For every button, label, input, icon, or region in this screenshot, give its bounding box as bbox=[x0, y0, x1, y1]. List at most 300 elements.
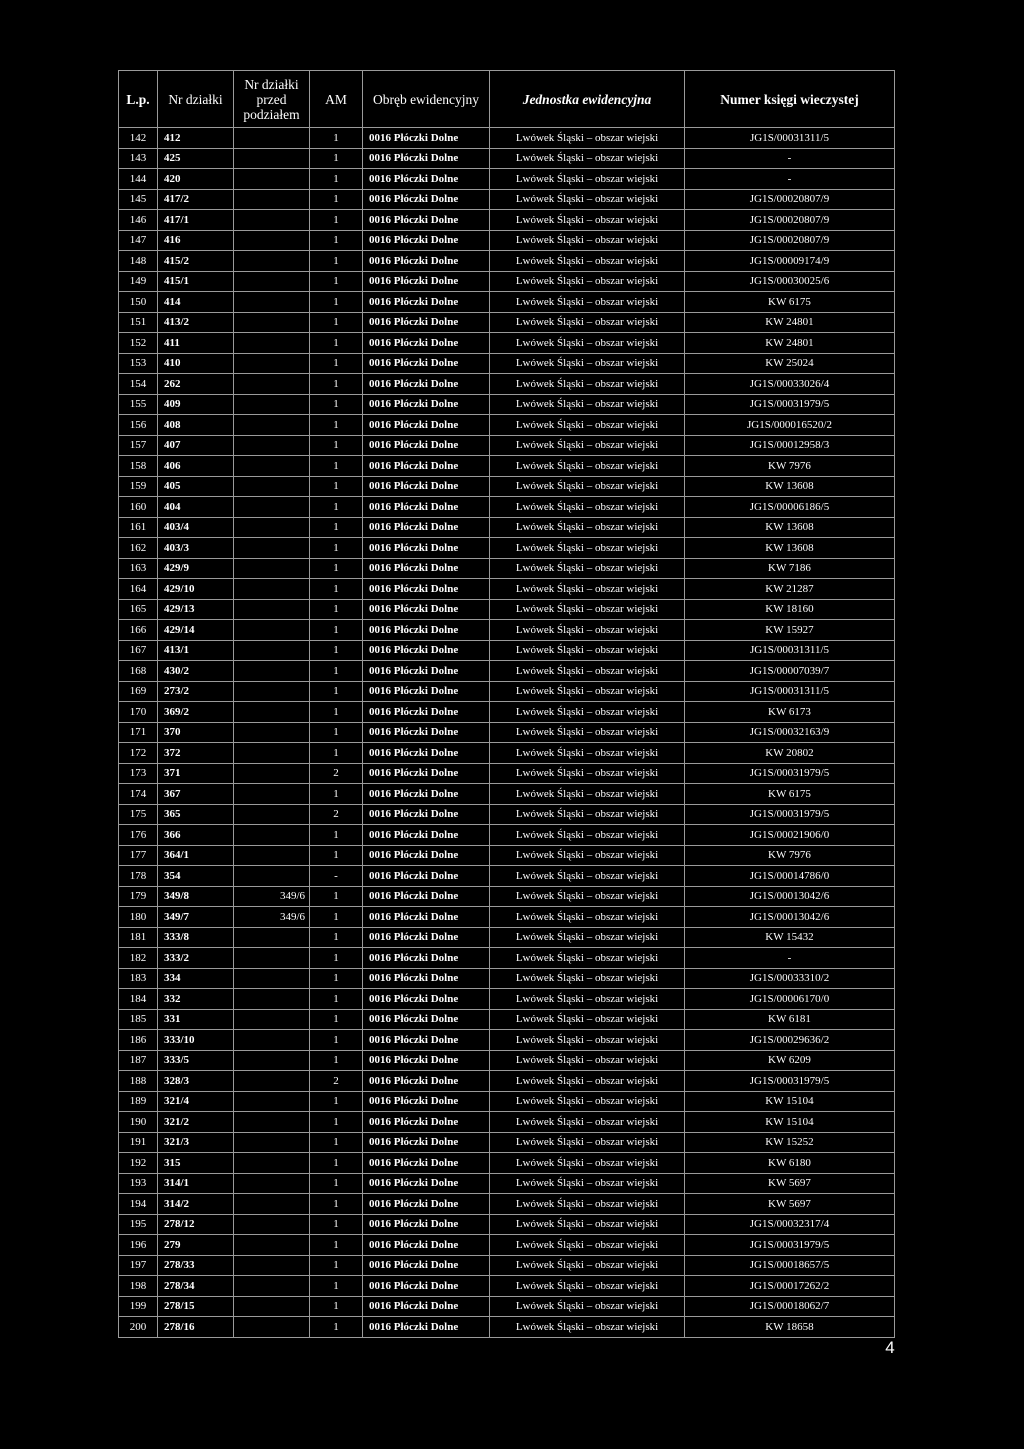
cell-parcel-number-before-split bbox=[234, 251, 310, 272]
cell-parcel-number: 262 bbox=[158, 374, 234, 395]
table-row bbox=[119, 722, 895, 743]
cell-land-register-number: JG1S/00013042/6 bbox=[685, 886, 895, 907]
cell-parcel-number-before-split bbox=[234, 353, 310, 374]
cell-parcel-number: 406 bbox=[158, 456, 234, 477]
cell-map-sheet: 1 bbox=[310, 989, 363, 1010]
cell-land-register-number: JG1S/00031979/5 bbox=[685, 394, 895, 415]
table-row bbox=[119, 312, 895, 333]
cell-parcel-number: 332 bbox=[158, 989, 234, 1010]
table-row bbox=[119, 189, 895, 210]
cell-precinct: 0016 Płóczki Dolne bbox=[363, 210, 490, 231]
cell-lp: 170 bbox=[119, 702, 158, 723]
cell-parcel-number-before-split bbox=[234, 1009, 310, 1030]
cell-parcel-number-before-split bbox=[234, 210, 310, 231]
cell-precinct: 0016 Płóczki Dolne bbox=[363, 558, 490, 579]
cell-map-sheet: 1 bbox=[310, 148, 363, 169]
cell-lp: 153 bbox=[119, 353, 158, 374]
cell-precinct: 0016 Płóczki Dolne bbox=[363, 681, 490, 702]
cell-lp: 188 bbox=[119, 1071, 158, 1092]
cell-land-register-number: KW 6181 bbox=[685, 1009, 895, 1030]
cell-registration-unit: Lwówek Śląski – obszar wiejski bbox=[490, 661, 685, 682]
cell-lp: 167 bbox=[119, 640, 158, 661]
table-row bbox=[119, 1030, 895, 1051]
cell-precinct: 0016 Płóczki Dolne bbox=[363, 476, 490, 497]
cell-parcel-number: 430/2 bbox=[158, 661, 234, 682]
cell-parcel-number-before-split bbox=[234, 128, 310, 149]
cell-registration-unit: Lwówek Śląski – obszar wiejski bbox=[490, 374, 685, 395]
table-row bbox=[119, 271, 895, 292]
cell-parcel-number-before-split bbox=[234, 1255, 310, 1276]
cell-lp: 194 bbox=[119, 1194, 158, 1215]
cell-parcel-number-before-split bbox=[234, 558, 310, 579]
cell-land-register-number: JG1S/00012958/3 bbox=[685, 435, 895, 456]
cell-parcel-number: 407 bbox=[158, 435, 234, 456]
cell-map-sheet: 1 bbox=[310, 1214, 363, 1235]
cell-map-sheet: 1 bbox=[310, 435, 363, 456]
cell-land-register-number: JG1S/00018062/7 bbox=[685, 1296, 895, 1317]
table-row bbox=[119, 1276, 895, 1297]
cell-map-sheet: 1 bbox=[310, 845, 363, 866]
cell-map-sheet: 1 bbox=[310, 292, 363, 313]
cell-map-sheet: 1 bbox=[310, 456, 363, 477]
cell-map-sheet: 1 bbox=[310, 1235, 363, 1256]
cell-lp: 162 bbox=[119, 538, 158, 559]
cell-map-sheet: 1 bbox=[310, 374, 363, 395]
cell-parcel-number-before-split bbox=[234, 333, 310, 354]
cell-lp: 190 bbox=[119, 1112, 158, 1133]
table-row bbox=[119, 948, 895, 969]
cell-precinct: 0016 Płóczki Dolne bbox=[363, 640, 490, 661]
cell-map-sheet: 1 bbox=[310, 1030, 363, 1051]
cell-registration-unit: Lwówek Śląski – obszar wiejski bbox=[490, 353, 685, 374]
table-row bbox=[119, 476, 895, 497]
header-precinct: Obręb ewidencyjny bbox=[363, 71, 490, 128]
cell-map-sheet: 1 bbox=[310, 907, 363, 928]
table-row bbox=[119, 1255, 895, 1276]
cell-registration-unit: Lwówek Śląski – obszar wiejski bbox=[490, 1214, 685, 1235]
table-row bbox=[119, 661, 895, 682]
cell-registration-unit: Lwówek Śląski – obszar wiejski bbox=[490, 927, 685, 948]
table-row bbox=[119, 907, 895, 928]
cell-map-sheet: 1 bbox=[310, 394, 363, 415]
cell-lp: 183 bbox=[119, 968, 158, 989]
cell-registration-unit: Lwówek Śląski – obszar wiejski bbox=[490, 435, 685, 456]
cell-lp: 179 bbox=[119, 886, 158, 907]
cell-registration-unit: Lwówek Śląski – obszar wiejski bbox=[490, 415, 685, 436]
cell-land-register-number: KW 18658 bbox=[685, 1317, 895, 1338]
cell-registration-unit: Lwówek Śląski – obszar wiejski bbox=[490, 845, 685, 866]
cell-registration-unit: Lwówek Śląski – obszar wiejski bbox=[490, 579, 685, 600]
cell-registration-unit: Lwówek Śląski – obszar wiejski bbox=[490, 1071, 685, 1092]
cell-parcel-number-before-split bbox=[234, 620, 310, 641]
cell-parcel-number-before-split bbox=[234, 1050, 310, 1071]
cell-parcel-number: 417/1 bbox=[158, 210, 234, 231]
cell-parcel-number-before-split bbox=[234, 1235, 310, 1256]
cell-lp: 145 bbox=[119, 189, 158, 210]
cell-parcel-number-before-split bbox=[234, 948, 310, 969]
cell-lp: 146 bbox=[119, 210, 158, 231]
cell-land-register-number: JG1S/000016520/2 bbox=[685, 415, 895, 436]
cell-precinct: 0016 Płóczki Dolne bbox=[363, 1194, 490, 1215]
cell-lp: 176 bbox=[119, 825, 158, 846]
cell-land-register-number: JG1S/00013042/6 bbox=[685, 907, 895, 928]
cell-registration-unit: Lwówek Śląski – obszar wiejski bbox=[490, 148, 685, 169]
cell-registration-unit: Lwówek Śląski – obszar wiejski bbox=[490, 1153, 685, 1174]
cell-land-register-number: KW 7976 bbox=[685, 845, 895, 866]
cell-parcel-number-before-split bbox=[234, 579, 310, 600]
cell-parcel-number-before-split bbox=[234, 476, 310, 497]
cell-parcel-number: 411 bbox=[158, 333, 234, 354]
cell-registration-unit: Lwówek Śląski – obszar wiejski bbox=[490, 886, 685, 907]
cell-parcel-number-before-split bbox=[234, 702, 310, 723]
cell-land-register-number: JG1S/00020807/9 bbox=[685, 210, 895, 231]
cell-precinct: 0016 Płóczki Dolne bbox=[363, 845, 490, 866]
cell-land-register-number: KW 24801 bbox=[685, 312, 895, 333]
cell-parcel-number: 279 bbox=[158, 1235, 234, 1256]
cell-precinct: 0016 Płóczki Dolne bbox=[363, 968, 490, 989]
cell-map-sheet: 1 bbox=[310, 1276, 363, 1297]
cell-lp: 197 bbox=[119, 1255, 158, 1276]
table-row bbox=[119, 538, 895, 559]
cell-map-sheet: 1 bbox=[310, 558, 363, 579]
cell-land-register-number: JG1S/00014786/0 bbox=[685, 866, 895, 887]
cell-registration-unit: Lwówek Śląski – obszar wiejski bbox=[490, 743, 685, 764]
cell-registration-unit: Lwówek Śląski – obszar wiejski bbox=[490, 640, 685, 661]
table-row bbox=[119, 989, 895, 1010]
cell-lp: 186 bbox=[119, 1030, 158, 1051]
cell-lp: 160 bbox=[119, 497, 158, 518]
cell-lp: 172 bbox=[119, 743, 158, 764]
cell-land-register-number: KW 20802 bbox=[685, 743, 895, 764]
table-row bbox=[119, 1050, 895, 1071]
cell-land-register-number: JG1S/00032317/4 bbox=[685, 1214, 895, 1235]
cell-parcel-number: 349/8 bbox=[158, 886, 234, 907]
cell-precinct: 0016 Płóczki Dolne bbox=[363, 599, 490, 620]
cell-precinct: 0016 Płóczki Dolne bbox=[363, 702, 490, 723]
cell-lp: 147 bbox=[119, 230, 158, 251]
cell-parcel-number: 414 bbox=[158, 292, 234, 313]
cell-land-register-number: KW 15104 bbox=[685, 1112, 895, 1133]
cell-precinct: 0016 Płóczki Dolne bbox=[363, 1112, 490, 1133]
cell-land-register-number: JG1S/00007039/7 bbox=[685, 661, 895, 682]
cell-parcel-number-before-split bbox=[234, 456, 310, 477]
cell-registration-unit: Lwówek Śląski – obszar wiejski bbox=[490, 1194, 685, 1215]
cell-registration-unit: Lwówek Śląski – obszar wiejski bbox=[490, 1255, 685, 1276]
table-row bbox=[119, 1194, 895, 1215]
cell-precinct: 0016 Płóczki Dolne bbox=[363, 784, 490, 805]
cell-map-sheet: 2 bbox=[310, 763, 363, 784]
cell-registration-unit: Lwówek Śląski – obszar wiejski bbox=[490, 169, 685, 190]
cell-registration-unit: Lwówek Śląski – obszar wiejski bbox=[490, 251, 685, 272]
cell-parcel-number-before-split bbox=[234, 148, 310, 169]
cell-parcel-number: 333/5 bbox=[158, 1050, 234, 1071]
cell-parcel-number-before-split bbox=[234, 1112, 310, 1133]
cell-map-sheet: 2 bbox=[310, 1071, 363, 1092]
cell-parcel-number-before-split bbox=[234, 743, 310, 764]
cell-precinct: 0016 Płóczki Dolne bbox=[363, 128, 490, 149]
cell-map-sheet: 1 bbox=[310, 968, 363, 989]
cell-map-sheet: 1 bbox=[310, 681, 363, 702]
cell-lp: 165 bbox=[119, 599, 158, 620]
cell-lp: 196 bbox=[119, 1235, 158, 1256]
cell-parcel-number: 315 bbox=[158, 1153, 234, 1174]
table-row bbox=[119, 435, 895, 456]
cell-parcel-number-before-split bbox=[234, 1132, 310, 1153]
cell-precinct: 0016 Płóczki Dolne bbox=[363, 189, 490, 210]
cell-registration-unit: Lwówek Śląski – obszar wiejski bbox=[490, 1173, 685, 1194]
cell-precinct: 0016 Płóczki Dolne bbox=[363, 763, 490, 784]
cell-lp: 142 bbox=[119, 128, 158, 149]
table-row bbox=[119, 210, 895, 231]
cell-registration-unit: Lwówek Śląski – obszar wiejski bbox=[490, 1235, 685, 1256]
table-row bbox=[119, 804, 895, 825]
cell-registration-unit: Lwówek Śląski – obszar wiejski bbox=[490, 989, 685, 1010]
cell-land-register-number: JG1S/00031311/5 bbox=[685, 640, 895, 661]
cell-map-sheet: 1 bbox=[310, 825, 363, 846]
cell-map-sheet: 1 bbox=[310, 743, 363, 764]
cell-land-register-number: JG1S/00029636/2 bbox=[685, 1030, 895, 1051]
cell-map-sheet: 1 bbox=[310, 599, 363, 620]
cell-parcel-number-before-split bbox=[234, 681, 310, 702]
cell-precinct: 0016 Płóczki Dolne bbox=[363, 1071, 490, 1092]
cell-parcel-number: 365 bbox=[158, 804, 234, 825]
cell-map-sheet: 1 bbox=[310, 271, 363, 292]
cell-map-sheet: 1 bbox=[310, 497, 363, 518]
cell-lp: 168 bbox=[119, 661, 158, 682]
cell-parcel-number: 370 bbox=[158, 722, 234, 743]
table-row bbox=[119, 886, 895, 907]
table-row bbox=[119, 1153, 895, 1174]
table-row bbox=[119, 1214, 895, 1235]
cell-land-register-number: KW 13608 bbox=[685, 476, 895, 497]
cell-land-register-number: JG1S/00020807/9 bbox=[685, 230, 895, 251]
cell-parcel-number: 417/2 bbox=[158, 189, 234, 210]
cell-land-register-number: KW 7976 bbox=[685, 456, 895, 477]
table-row bbox=[119, 415, 895, 436]
cell-lp: 148 bbox=[119, 251, 158, 272]
cell-map-sheet: 1 bbox=[310, 661, 363, 682]
cell-precinct: 0016 Płóczki Dolne bbox=[363, 907, 490, 928]
cell-registration-unit: Lwówek Śląski – obszar wiejski bbox=[490, 456, 685, 477]
cell-parcel-number: 369/2 bbox=[158, 702, 234, 723]
cell-map-sheet: 1 bbox=[310, 1296, 363, 1317]
cell-land-register-number: KW 25024 bbox=[685, 353, 895, 374]
cell-lp: 189 bbox=[119, 1091, 158, 1112]
cell-parcel-number-before-split bbox=[234, 394, 310, 415]
cell-parcel-number-before-split bbox=[234, 1030, 310, 1051]
cell-parcel-number: 278/34 bbox=[158, 1276, 234, 1297]
cell-map-sheet: 1 bbox=[310, 189, 363, 210]
cell-map-sheet: 1 bbox=[310, 517, 363, 538]
cell-parcel-number: 425 bbox=[158, 148, 234, 169]
cell-land-register-number: KW 15252 bbox=[685, 1132, 895, 1153]
cell-map-sheet: 1 bbox=[310, 1317, 363, 1338]
table-row bbox=[119, 394, 895, 415]
cell-map-sheet: 1 bbox=[310, 415, 363, 436]
cell-lp: 177 bbox=[119, 845, 158, 866]
cell-precinct: 0016 Płóczki Dolne bbox=[363, 722, 490, 743]
table-row bbox=[119, 784, 895, 805]
cell-parcel-number: 331 bbox=[158, 1009, 234, 1030]
table-row bbox=[119, 148, 895, 169]
cell-registration-unit: Lwówek Śląski – obszar wiejski bbox=[490, 312, 685, 333]
cell-parcel-number: 413/2 bbox=[158, 312, 234, 333]
cell-parcel-number: 405 bbox=[158, 476, 234, 497]
cell-map-sheet: 1 bbox=[310, 1132, 363, 1153]
table-row bbox=[119, 1132, 895, 1153]
cell-registration-unit: Lwówek Śląski – obszar wiejski bbox=[490, 517, 685, 538]
cell-parcel-number: 314/2 bbox=[158, 1194, 234, 1215]
cell-registration-unit: Lwówek Śląski – obszar wiejski bbox=[490, 1112, 685, 1133]
table-row bbox=[119, 825, 895, 846]
cell-map-sheet: 1 bbox=[310, 640, 363, 661]
cell-registration-unit: Lwówek Śląski – obszar wiejski bbox=[490, 476, 685, 497]
cell-precinct: 0016 Płóczki Dolne bbox=[363, 1173, 490, 1194]
cell-precinct: 0016 Płóczki Dolne bbox=[363, 1296, 490, 1317]
cell-land-register-number: JG1S/00031311/5 bbox=[685, 681, 895, 702]
cell-map-sheet: 1 bbox=[310, 722, 363, 743]
header-row bbox=[119, 71, 895, 128]
cell-map-sheet: 2 bbox=[310, 804, 363, 825]
table-row bbox=[119, 230, 895, 251]
cell-parcel-number: 314/1 bbox=[158, 1173, 234, 1194]
table-row bbox=[119, 579, 895, 600]
cell-map-sheet: 1 bbox=[310, 784, 363, 805]
cell-land-register-number: KW 15432 bbox=[685, 927, 895, 948]
cell-land-register-number: JG1S/00031311/5 bbox=[685, 128, 895, 149]
cell-parcel-number-before-split bbox=[234, 722, 310, 743]
cell-parcel-number: 410 bbox=[158, 353, 234, 374]
cell-registration-unit: Lwówek Śląski – obszar wiejski bbox=[490, 1132, 685, 1153]
cell-registration-unit: Lwówek Śląski – obszar wiejski bbox=[490, 333, 685, 354]
table-row bbox=[119, 702, 895, 723]
cell-parcel-number: 333/10 bbox=[158, 1030, 234, 1051]
cell-precinct: 0016 Płóczki Dolne bbox=[363, 353, 490, 374]
cell-parcel-number-before-split bbox=[234, 640, 310, 661]
cell-registration-unit: Lwówek Śląski – obszar wiejski bbox=[490, 866, 685, 887]
cell-lp: 157 bbox=[119, 435, 158, 456]
cell-precinct: 0016 Płóczki Dolne bbox=[363, 148, 490, 169]
cell-registration-unit: Lwówek Śląski – obszar wiejski bbox=[490, 681, 685, 702]
cell-parcel-number-before-split bbox=[234, 845, 310, 866]
cell-precinct: 0016 Płóczki Dolne bbox=[363, 1153, 490, 1174]
table-body bbox=[119, 128, 895, 1338]
table-row bbox=[119, 681, 895, 702]
cell-land-register-number: KW 5697 bbox=[685, 1173, 895, 1194]
cell-lp: 154 bbox=[119, 374, 158, 395]
cell-parcel-number: 367 bbox=[158, 784, 234, 805]
cell-registration-unit: Lwówek Śląski – obszar wiejski bbox=[490, 1091, 685, 1112]
cell-registration-unit: Lwówek Śląski – obszar wiejski bbox=[490, 1050, 685, 1071]
cell-precinct: 0016 Płóczki Dolne bbox=[363, 538, 490, 559]
cell-map-sheet: 1 bbox=[310, 1009, 363, 1030]
cell-precinct: 0016 Płóczki Dolne bbox=[363, 1214, 490, 1235]
cell-map-sheet: 1 bbox=[310, 251, 363, 272]
cell-land-register-number: JG1S/00020807/9 bbox=[685, 189, 895, 210]
table-row bbox=[119, 968, 895, 989]
cell-lp: 173 bbox=[119, 763, 158, 784]
table-row bbox=[119, 292, 895, 313]
cell-parcel-number-before-split bbox=[234, 1091, 310, 1112]
cell-precinct: 0016 Płóczki Dolne bbox=[363, 271, 490, 292]
cell-parcel-number-before-split bbox=[234, 784, 310, 805]
cell-parcel-number-before-split bbox=[234, 1071, 310, 1092]
cell-parcel-number-before-split bbox=[234, 374, 310, 395]
cell-parcel-number-before-split bbox=[234, 538, 310, 559]
table-header bbox=[119, 71, 895, 128]
cell-parcel-number: 429/14 bbox=[158, 620, 234, 641]
table-row bbox=[119, 866, 895, 887]
cell-map-sheet: 1 bbox=[310, 128, 363, 149]
cell-parcel-number: 278/12 bbox=[158, 1214, 234, 1235]
cell-parcel-number: 349/7 bbox=[158, 907, 234, 928]
cell-registration-unit: Lwówek Śląski – obszar wiejski bbox=[490, 230, 685, 251]
cell-precinct: 0016 Płóczki Dolne bbox=[363, 661, 490, 682]
cell-map-sheet: 1 bbox=[310, 948, 363, 969]
cell-land-register-number: - bbox=[685, 948, 895, 969]
cell-registration-unit: Lwówek Śląski – obszar wiejski bbox=[490, 948, 685, 969]
cell-parcel-number: 403/4 bbox=[158, 517, 234, 538]
cell-parcel-number: 321/3 bbox=[158, 1132, 234, 1153]
cell-parcel-number-before-split bbox=[234, 804, 310, 825]
cell-land-register-number: KW 13608 bbox=[685, 517, 895, 538]
cell-land-register-number: - bbox=[685, 169, 895, 190]
cell-lp: 144 bbox=[119, 169, 158, 190]
cell-lp: 150 bbox=[119, 292, 158, 313]
cell-parcel-number-before-split bbox=[234, 599, 310, 620]
cell-parcel-number-before-split bbox=[234, 292, 310, 313]
table-row bbox=[119, 353, 895, 374]
cell-precinct: 0016 Płóczki Dolne bbox=[363, 517, 490, 538]
cell-parcel-number-before-split bbox=[234, 230, 310, 251]
cell-land-register-number: KW 15927 bbox=[685, 620, 895, 641]
cell-precinct: 0016 Płóczki Dolne bbox=[363, 1009, 490, 1030]
cell-parcel-number: 415/1 bbox=[158, 271, 234, 292]
cell-parcel-number-before-split bbox=[234, 497, 310, 518]
cell-registration-unit: Lwówek Śląski – obszar wiejski bbox=[490, 394, 685, 415]
cell-lp: 152 bbox=[119, 333, 158, 354]
cell-parcel-number: 278/15 bbox=[158, 1296, 234, 1317]
cell-parcel-number-before-split bbox=[234, 169, 310, 190]
cell-precinct: 0016 Płóczki Dolne bbox=[363, 579, 490, 600]
cell-lp: 164 bbox=[119, 579, 158, 600]
cell-map-sheet: 1 bbox=[310, 1050, 363, 1071]
cell-precinct: 0016 Płóczki Dolne bbox=[363, 1255, 490, 1276]
cell-land-register-number: KW 5697 bbox=[685, 1194, 895, 1215]
cell-parcel-number: 415/2 bbox=[158, 251, 234, 272]
cell-land-register-number: JG1S/00006186/5 bbox=[685, 497, 895, 518]
cell-parcel-number: 416 bbox=[158, 230, 234, 251]
cell-parcel-number: 333/2 bbox=[158, 948, 234, 969]
cell-land-register-number: JG1S/00032163/9 bbox=[685, 722, 895, 743]
cell-parcel-number-before-split bbox=[234, 968, 310, 989]
table-row bbox=[119, 558, 895, 579]
table-row bbox=[119, 1317, 895, 1338]
cell-registration-unit: Lwówek Śląski – obszar wiejski bbox=[490, 292, 685, 313]
cell-land-register-number: JG1S/00006170/0 bbox=[685, 989, 895, 1010]
cell-parcel-number: 371 bbox=[158, 763, 234, 784]
cell-registration-unit: Lwówek Śląski – obszar wiejski bbox=[490, 784, 685, 805]
cell-map-sheet: 1 bbox=[310, 353, 363, 374]
cell-registration-unit: Lwówek Śląski – obszar wiejski bbox=[490, 538, 685, 559]
cell-lp: 200 bbox=[119, 1317, 158, 1338]
cell-land-register-number: JG1S/00031979/5 bbox=[685, 1071, 895, 1092]
cell-registration-unit: Lwówek Śląski – obszar wiejski bbox=[490, 804, 685, 825]
cell-map-sheet: 1 bbox=[310, 1173, 363, 1194]
cell-registration-unit: Lwówek Śląski – obszar wiejski bbox=[490, 722, 685, 743]
cell-parcel-number: 408 bbox=[158, 415, 234, 436]
cell-precinct: 0016 Płóczki Dolne bbox=[363, 169, 490, 190]
